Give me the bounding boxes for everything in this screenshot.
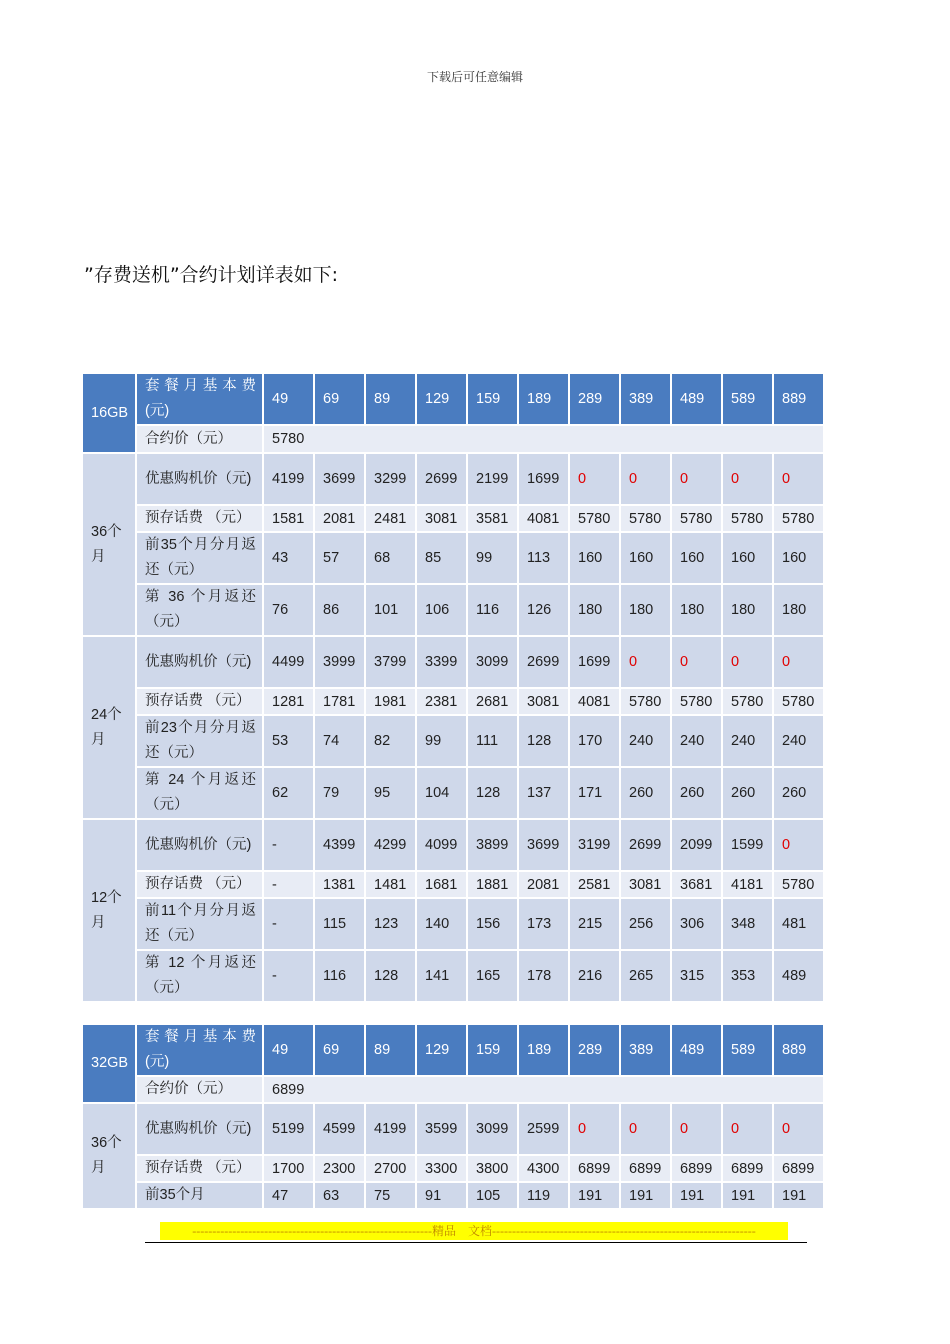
value-cell: 113 <box>518 532 569 584</box>
value-cell: 5780 <box>620 688 671 715</box>
header-note: 下载后可任意编辑 <box>426 70 523 84</box>
value-cell: 95 <box>365 767 416 819</box>
table-row <box>82 819 824 871</box>
value-cell: 156 <box>467 898 518 950</box>
monthly-refund-label: 前35个月分月返还（元） <box>136 532 263 584</box>
intro-heading: ”存费送机”合约计划详表如下: <box>84 264 339 286</box>
value-cell: 6899 <box>773 1155 824 1182</box>
value-cell: 260 <box>671 767 722 819</box>
value-cell: 4299 <box>365 819 416 871</box>
value-cell: 101 <box>365 584 416 636</box>
value-cell: 116 <box>314 950 365 1002</box>
plan-header: 389 <box>620 373 671 425</box>
value-cell: 3081 <box>416 505 467 532</box>
table-row <box>82 505 824 532</box>
value-cell: 128 <box>365 950 416 1002</box>
value-cell: 1981 <box>365 688 416 715</box>
value-cell: 53 <box>263 715 314 767</box>
value-cell: 2481 <box>365 505 416 532</box>
monthly-refund-label: 前11个月分月返还（元） <box>136 898 263 950</box>
value-cell: 2699 <box>416 453 467 505</box>
value-cell: 1699 <box>518 453 569 505</box>
value-cell: 63 <box>314 1182 365 1209</box>
value-cell: 315 <box>671 950 722 1002</box>
table-32gb <box>81 1023 825 1210</box>
table-row <box>82 715 824 767</box>
value-cell: 0 <box>620 453 671 505</box>
value-cell: 2199 <box>467 453 518 505</box>
footer-divider <box>145 1242 807 1243</box>
value-cell: - <box>263 819 314 871</box>
table-row <box>82 767 824 819</box>
table-row <box>82 636 824 688</box>
plan-header: 159 <box>467 1024 518 1076</box>
discount-price-label: 优惠购机价（元) <box>136 453 263 505</box>
value-cell: 6899 <box>569 1155 620 1182</box>
period-label: 24个月 <box>82 636 136 819</box>
value-cell: 5780 <box>620 505 671 532</box>
value-cell: 2599 <box>518 1103 569 1155</box>
table-row <box>82 871 824 898</box>
value-cell: 240 <box>722 715 773 767</box>
value-cell: 2700 <box>365 1155 416 1182</box>
last-month-refund-label: 第 36 个月返还（元） <box>136 584 263 636</box>
monthly-refund-label: 前35个月 <box>136 1182 263 1209</box>
value-cell: 173 <box>518 898 569 950</box>
value-cell: 1381 <box>314 871 365 898</box>
value-cell: 0 <box>722 1103 773 1155</box>
value-cell: 5780 <box>773 688 824 715</box>
value-cell: 47 <box>263 1182 314 1209</box>
plan-header: 889 <box>773 373 824 425</box>
value-cell: 1699 <box>569 636 620 688</box>
value-cell: 99 <box>467 532 518 584</box>
plan-header: 289 <box>569 373 620 425</box>
value-cell: 140 <box>416 898 467 950</box>
value-cell: 115 <box>314 898 365 950</box>
plan-header: 129 <box>416 1024 467 1076</box>
value-cell: 180 <box>671 584 722 636</box>
value-cell: 191 <box>671 1182 722 1209</box>
contract-price-value: 5780 <box>263 425 824 453</box>
value-cell: 43 <box>263 532 314 584</box>
value-cell: 2081 <box>518 871 569 898</box>
value-cell: 0 <box>773 636 824 688</box>
value-cell: 141 <box>416 950 467 1002</box>
value-cell: 86 <box>314 584 365 636</box>
value-cell: 85 <box>416 532 467 584</box>
prestore-label: 预存话费 （元） <box>136 1155 263 1182</box>
value-cell: 348 <box>722 898 773 950</box>
value-cell: 128 <box>467 767 518 819</box>
value-cell: 306 <box>671 898 722 950</box>
value-cell: 0 <box>620 1103 671 1155</box>
value-cell: 123 <box>365 898 416 950</box>
value-cell: 137 <box>518 767 569 819</box>
plan-header: 189 <box>518 1024 569 1076</box>
value-cell: 99 <box>416 715 467 767</box>
value-cell: 0 <box>569 453 620 505</box>
value-cell: 3081 <box>518 688 569 715</box>
value-cell: 180 <box>620 584 671 636</box>
value-cell: - <box>263 898 314 950</box>
value-cell: 2099 <box>671 819 722 871</box>
value-cell: 3399 <box>416 636 467 688</box>
value-cell: 2381 <box>416 688 467 715</box>
table-row <box>82 425 824 453</box>
value-cell: 106 <box>416 584 467 636</box>
value-cell: 178 <box>518 950 569 1002</box>
table-row <box>82 1024 824 1076</box>
value-cell: 180 <box>773 584 824 636</box>
value-cell: 75 <box>365 1182 416 1209</box>
value-cell: 215 <box>569 898 620 950</box>
discount-price-label: 优惠购机价（元) <box>136 1103 263 1155</box>
value-cell: 265 <box>620 950 671 1002</box>
value-cell: 0 <box>722 636 773 688</box>
value-cell: 260 <box>773 767 824 819</box>
monthly-fee-label: 套餐月基本费(元) <box>136 1024 263 1076</box>
value-cell: 4081 <box>569 688 620 715</box>
value-cell: 4199 <box>263 453 314 505</box>
plan-header: 49 <box>263 1024 314 1076</box>
value-cell: 3199 <box>569 819 620 871</box>
value-cell: 0 <box>671 1103 722 1155</box>
value-cell: 128 <box>518 715 569 767</box>
value-cell: 256 <box>620 898 671 950</box>
value-cell: 260 <box>722 767 773 819</box>
plan-header: 589 <box>722 373 773 425</box>
value-cell: 5780 <box>671 688 722 715</box>
discount-price-label: 优惠购机价（元) <box>136 819 263 871</box>
table-row <box>82 584 824 636</box>
value-cell: 6899 <box>620 1155 671 1182</box>
value-cell: 3299 <box>365 453 416 505</box>
period-label: 12个月 <box>82 819 136 1002</box>
table-row <box>82 532 824 584</box>
value-cell: 180 <box>569 584 620 636</box>
value-cell: 0 <box>722 453 773 505</box>
value-cell: 1700 <box>263 1155 314 1182</box>
value-cell: 4181 <box>722 871 773 898</box>
table-row <box>82 1155 824 1182</box>
value-cell: 3599 <box>416 1103 467 1155</box>
value-cell: 160 <box>773 532 824 584</box>
period-label: 36个月 <box>82 453 136 636</box>
value-cell: 4199 <box>365 1103 416 1155</box>
value-cell: 171 <box>569 767 620 819</box>
value-cell: 0 <box>773 1103 824 1155</box>
table-row <box>82 1076 824 1103</box>
value-cell: 2699 <box>620 819 671 871</box>
value-cell: 4599 <box>314 1103 365 1155</box>
table-row <box>82 950 824 1002</box>
value-cell: 79 <box>314 767 365 819</box>
value-cell: 240 <box>773 715 824 767</box>
contract-price-label: 合约价（元） <box>136 425 263 453</box>
plan-header: 69 <box>314 373 365 425</box>
value-cell: 3699 <box>314 453 365 505</box>
value-cell: 74 <box>314 715 365 767</box>
value-cell: 160 <box>671 532 722 584</box>
value-cell: 160 <box>722 532 773 584</box>
value-cell: 191 <box>773 1182 824 1209</box>
value-cell: 119 <box>518 1182 569 1209</box>
value-cell: 2699 <box>518 636 569 688</box>
value-cell: 170 <box>569 715 620 767</box>
value-cell: 3099 <box>467 636 518 688</box>
plan-header: 89 <box>365 373 416 425</box>
table-row <box>82 1103 824 1155</box>
value-cell: 0 <box>773 453 824 505</box>
last-month-refund-label: 第 12 个月返还（元） <box>136 950 263 1002</box>
value-cell: 4399 <box>314 819 365 871</box>
value-cell: 3581 <box>467 505 518 532</box>
contract-price-value: 6899 <box>263 1076 824 1103</box>
value-cell: 1599 <box>722 819 773 871</box>
value-cell: 0 <box>773 819 824 871</box>
plan-header: 69 <box>314 1024 365 1076</box>
capacity-label: 32GB <box>82 1024 136 1103</box>
value-cell: 489 <box>773 950 824 1002</box>
plan-header: 159 <box>467 373 518 425</box>
monthly-refund-label: 前23个月分月返还（元） <box>136 715 263 767</box>
value-cell: 82 <box>365 715 416 767</box>
value-cell: - <box>263 871 314 898</box>
value-cell: 2081 <box>314 505 365 532</box>
table-row <box>82 1182 824 1209</box>
value-cell: 3999 <box>314 636 365 688</box>
prestore-label: 预存话费 （元） <box>136 688 263 715</box>
value-cell: 5780 <box>569 505 620 532</box>
value-cell: 6899 <box>671 1155 722 1182</box>
plan-header: 489 <box>671 1024 722 1076</box>
value-cell: 353 <box>722 950 773 1002</box>
plan-header: 889 <box>773 1024 824 1076</box>
plan-header: 289 <box>569 1024 620 1076</box>
value-cell: 165 <box>467 950 518 1002</box>
value-cell: 3300 <box>416 1155 467 1182</box>
contract-price-label: 合约价（元） <box>136 1076 263 1103</box>
value-cell: 62 <box>263 767 314 819</box>
value-cell: 3799 <box>365 636 416 688</box>
value-cell: 1881 <box>467 871 518 898</box>
value-cell: 1581 <box>263 505 314 532</box>
value-cell: 0 <box>569 1103 620 1155</box>
prestore-label: 预存话费 （元） <box>136 505 263 532</box>
value-cell: 1281 <box>263 688 314 715</box>
value-cell: 481 <box>773 898 824 950</box>
value-cell: 3899 <box>467 819 518 871</box>
table-row <box>82 898 824 950</box>
value-cell: 3699 <box>518 819 569 871</box>
value-cell: 160 <box>620 532 671 584</box>
value-cell: 5199 <box>263 1103 314 1155</box>
value-cell: 126 <box>518 584 569 636</box>
discount-price-label: 优惠购机价（元) <box>136 636 263 688</box>
value-cell: 5780 <box>773 505 824 532</box>
value-cell: 4099 <box>416 819 467 871</box>
value-cell: 180 <box>722 584 773 636</box>
last-month-refund-label: 第 24 个月返还（元） <box>136 767 263 819</box>
period-label: 36个月 <box>82 1103 136 1209</box>
value-cell: 68 <box>365 532 416 584</box>
plan-header: 389 <box>620 1024 671 1076</box>
plan-header: 49 <box>263 373 314 425</box>
value-cell: 1781 <box>314 688 365 715</box>
value-cell: 104 <box>416 767 467 819</box>
table-row <box>82 373 824 425</box>
prestore-label: 预存话费 （元） <box>136 871 263 898</box>
value-cell: 2681 <box>467 688 518 715</box>
value-cell: 2581 <box>569 871 620 898</box>
value-cell: 0 <box>671 636 722 688</box>
value-cell: 240 <box>620 715 671 767</box>
value-cell: 0 <box>620 636 671 688</box>
value-cell: 2300 <box>314 1155 365 1182</box>
table-16gb <box>81 372 825 1003</box>
table-row <box>82 453 824 505</box>
plan-header: 589 <box>722 1024 773 1076</box>
value-cell: 4499 <box>263 636 314 688</box>
plan-header: 89 <box>365 1024 416 1076</box>
value-cell: 91 <box>416 1182 467 1209</box>
plan-header: 129 <box>416 373 467 425</box>
value-cell: 5780 <box>722 688 773 715</box>
value-cell: 191 <box>620 1182 671 1209</box>
table-row <box>82 688 824 715</box>
value-cell: 1481 <box>365 871 416 898</box>
value-cell: 111 <box>467 715 518 767</box>
value-cell: 5780 <box>671 505 722 532</box>
value-cell: 6899 <box>722 1155 773 1182</box>
monthly-fee-label: 套餐月基本费(元) <box>136 373 263 425</box>
capacity-label: 16GB <box>82 373 136 453</box>
value-cell: 76 <box>263 584 314 636</box>
value-cell: - <box>263 950 314 1002</box>
value-cell: 116 <box>467 584 518 636</box>
value-cell: 191 <box>722 1182 773 1209</box>
value-cell: 160 <box>569 532 620 584</box>
value-cell: 191 <box>569 1182 620 1209</box>
value-cell: 3081 <box>620 871 671 898</box>
value-cell: 57 <box>314 532 365 584</box>
value-cell: 216 <box>569 950 620 1002</box>
value-cell: 3800 <box>467 1155 518 1182</box>
value-cell: 4081 <box>518 505 569 532</box>
value-cell: 5780 <box>773 871 824 898</box>
value-cell: 0 <box>671 453 722 505</box>
value-cell: 240 <box>671 715 722 767</box>
value-cell: 5780 <box>722 505 773 532</box>
plan-header: 189 <box>518 373 569 425</box>
value-cell: 3681 <box>671 871 722 898</box>
footer-banner: ------------------------------------------------------------精品 文档------------------------------------------------------------------ <box>160 1222 788 1240</box>
plan-header: 489 <box>671 373 722 425</box>
value-cell: 105 <box>467 1182 518 1209</box>
value-cell: 260 <box>620 767 671 819</box>
value-cell: 4300 <box>518 1155 569 1182</box>
value-cell: 3099 <box>467 1103 518 1155</box>
value-cell: 1681 <box>416 871 467 898</box>
